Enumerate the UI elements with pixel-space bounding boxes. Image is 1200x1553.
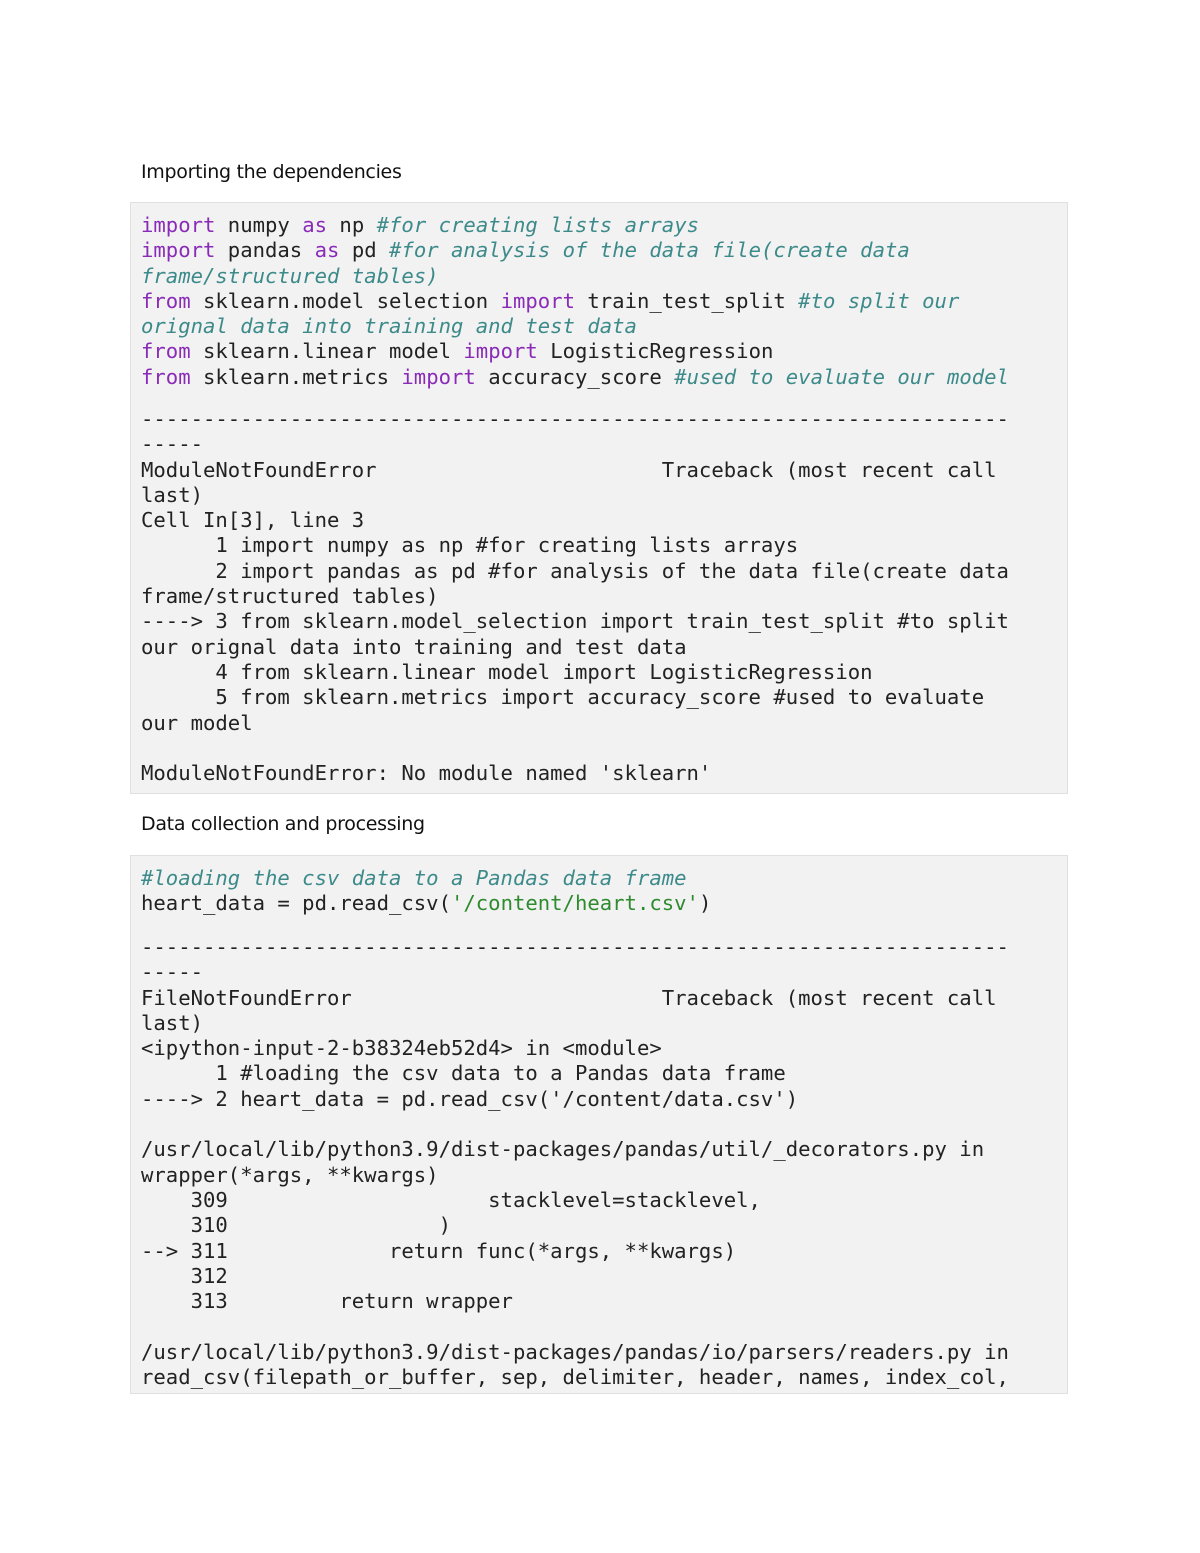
output-line: ----> 3 from sklearn.model_selection import train_test_split #to split xyxy=(141,609,1009,634)
code-token: heart_data = pd.read_csv( xyxy=(141,891,451,916)
output-line: 1 #loading the csv data to a Pandas data frame xyxy=(141,1061,786,1086)
code-token: #for creating lists arrays xyxy=(376,213,699,237)
output-line: 310 ) xyxy=(141,1213,451,1238)
code-token: '/content/heart.csv' xyxy=(450,891,699,916)
code-line xyxy=(141,866,711,891)
code-token: import xyxy=(141,238,216,263)
code-token: from xyxy=(141,288,191,313)
code-line xyxy=(141,314,1009,339)
code-token: ) xyxy=(698,891,712,916)
output-line: ---------------------------------------------------------------------- xyxy=(141,935,1009,959)
output-line: 2 import pandas as pd #for analysis of the data file(create data xyxy=(141,558,1009,583)
code-token: sklearn.metrics xyxy=(190,364,402,389)
output-line: ModuleNotFoundError: No module named 'sklearn' xyxy=(141,761,712,786)
code-token: frame/structured tables) xyxy=(141,263,439,288)
code-token: #used to evaluate our model xyxy=(674,364,1009,389)
code-token: from xyxy=(141,339,191,364)
code-token: pandas xyxy=(215,238,315,263)
code-token: as xyxy=(314,238,340,263)
output-line: our model xyxy=(141,710,253,735)
code-token: import xyxy=(401,364,476,389)
code-input[interactable] xyxy=(141,213,1009,390)
section-heading-dependencies: Importing the dependencies xyxy=(141,161,402,183)
code-line xyxy=(141,289,1009,314)
code-line xyxy=(141,238,1009,263)
output-line: <ipython-input-2-b38324eb52d4> in <module> xyxy=(141,1036,662,1061)
output-line: wrapper(*args, **kwargs) xyxy=(141,1162,439,1187)
output-line: read_csv(filepath_or_buffer, sep, delimiter, header, names, index_col, xyxy=(141,1365,1009,1390)
output-line: 313 return wrapper xyxy=(141,1289,513,1314)
output-line: ----- xyxy=(141,432,203,457)
output-line: 312 xyxy=(141,1263,241,1288)
code-token: np xyxy=(327,213,377,237)
code-token: sklearn.linear model xyxy=(190,339,464,364)
code-input[interactable] xyxy=(141,866,711,917)
code-token: import xyxy=(463,339,538,364)
output-line: 5 from sklearn.metrics import accuracy_score #used to evaluate xyxy=(141,685,985,710)
code-token: from xyxy=(141,364,191,389)
code-token: import xyxy=(141,213,216,237)
output-line xyxy=(141,1314,1009,1339)
code-token: train_test_split xyxy=(574,288,799,313)
error-output xyxy=(141,935,1009,1390)
section-heading-data-collection: Data collection and processing xyxy=(141,813,425,835)
output-line: ----- xyxy=(141,960,203,985)
code-token: orignal data into training and test data xyxy=(141,314,637,339)
output-line: 4 from sklearn.linear model import LogisticRegression xyxy=(141,659,873,684)
output-line: last) xyxy=(141,482,203,507)
code-token: #loading the csv data to a Pandas data frame xyxy=(141,866,687,890)
code-line xyxy=(141,891,711,916)
error-output xyxy=(141,407,1009,786)
output-line: --> 311 return func(*args, **kwargs) xyxy=(141,1238,737,1263)
output-line: /usr/local/lib/python3.9/dist-packages/pandas/util/_decorators.py in xyxy=(141,1137,985,1162)
output-line: ---------------------------------------------------------------------- xyxy=(141,407,1009,431)
code-line xyxy=(141,339,1009,364)
output-line xyxy=(141,736,1009,761)
output-line: Cell In[3], line 3 xyxy=(141,508,365,533)
output-line: last) xyxy=(141,1010,203,1035)
code-line xyxy=(141,365,1009,390)
code-token: #to split our xyxy=(798,288,960,313)
code-token: import xyxy=(500,288,575,313)
output-line: frame/structured tables) xyxy=(141,584,439,609)
output-line: 1 import numpy as np #for creating lists arrays xyxy=(141,533,799,558)
code-token: #for analysis of the data file(create data xyxy=(389,238,910,263)
output-line: 309 stacklevel=stacklevel, xyxy=(141,1187,761,1212)
output-line: ModuleNotFoundError Traceback (most recent call xyxy=(141,457,997,482)
output-line: our orignal data into training and test data xyxy=(141,634,687,659)
code-token: pd xyxy=(339,238,390,263)
output-line: ----> 2 heart_data = pd.read_csv('/content/data.csv') xyxy=(141,1086,799,1111)
code-token: accuracy_score xyxy=(475,364,675,389)
output-line: FileNotFoundError Traceback (most recent call xyxy=(141,985,997,1010)
code-token: as xyxy=(302,213,328,237)
code-token: LogisticRegression xyxy=(537,339,774,364)
code-line xyxy=(141,213,1009,238)
code-token: numpy xyxy=(215,213,303,237)
code-token: sklearn.model selection xyxy=(190,288,501,313)
code-line xyxy=(141,264,1009,289)
output-line: /usr/local/lib/python3.9/dist-packages/pandas/io/parsers/readers.py in xyxy=(141,1339,1009,1364)
output-line xyxy=(141,1112,1009,1137)
